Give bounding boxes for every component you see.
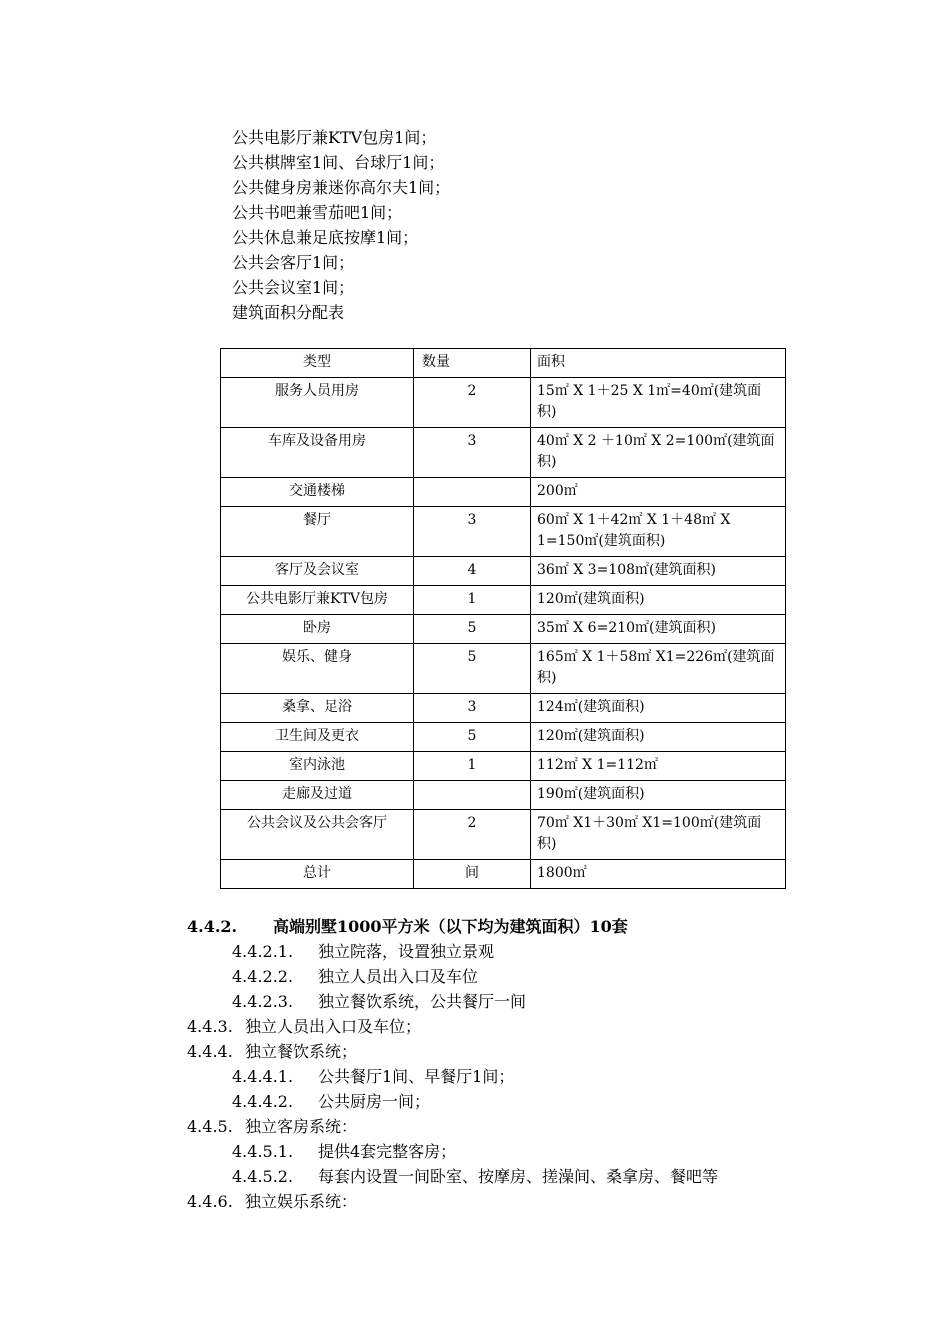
- cell-type: 走廊及过道: [221, 781, 414, 810]
- table-total-row: [221, 860, 786, 889]
- cell-type: 桑拿、足浴: [221, 694, 414, 723]
- header-area: 面积: [531, 349, 786, 378]
- table-row: [221, 644, 786, 694]
- table-row: [221, 615, 786, 644]
- list-item: [232, 1066, 514, 1088]
- table-row: [221, 810, 786, 860]
- cell-type: 客厅及会议室: [221, 557, 414, 586]
- table-row: [221, 586, 786, 615]
- item-number: 4.4.4.2.: [232, 1092, 294, 1111]
- cell-area: 70㎡ X1＋30㎡ X1=100㎡(建筑面积): [531, 810, 786, 860]
- cell-qty: 3: [414, 428, 531, 478]
- table-row: [221, 428, 786, 478]
- item-text: 每套内设置一间卧室、按摩房、搓澡间、桑拿房、餐吧等: [318, 1167, 719, 1186]
- cell-area: 15㎡ X 1＋25 X 1㎡=40㎡(建筑面积): [531, 378, 786, 428]
- cell-qty: 4: [414, 557, 531, 586]
- cell-qty: 3: [414, 694, 531, 723]
- table-row: [221, 694, 786, 723]
- item-text: 独立餐饮系统，公共餐厅一间: [318, 992, 527, 1011]
- cell-qty: 2: [414, 810, 531, 860]
- list-item: [232, 966, 478, 988]
- cell-qty: 2: [414, 378, 531, 428]
- header-qty: 数量: [414, 349, 531, 378]
- cell-type: 服务人员用房: [221, 378, 414, 428]
- cell-qty: 5: [414, 723, 531, 752]
- table-row: [221, 507, 786, 557]
- cell-area: 200㎡: [531, 478, 786, 507]
- intro-line: 公共棋牌室1间、台球厅1间；: [232, 153, 445, 172]
- item-number: 4.4.6.: [187, 1192, 233, 1211]
- section-heading-number: 4.4.2.: [187, 917, 238, 936]
- intro-line: 公共电影厅兼KTV包房1间；: [232, 128, 437, 147]
- item-text: 独立院落，设置独立景观: [318, 942, 495, 961]
- intro-line: 公共会客厅1间；: [232, 253, 355, 272]
- section-heading: [187, 916, 628, 938]
- cell-area: 35㎡ X 6=210㎡(建筑面积): [531, 615, 786, 644]
- item-number: 4.4.2.1.: [232, 942, 294, 961]
- cell-type: 车库及设备用房: [221, 428, 414, 478]
- cell-area: 120㎡(建筑面积): [531, 586, 786, 615]
- section-heading-text: 高端别墅1000平方米（以下均为建筑面积）10套: [273, 917, 628, 936]
- item-number: 4.4.3.: [187, 1017, 233, 1036]
- table-row: [221, 557, 786, 586]
- area-allocation-table: [220, 348, 786, 889]
- item-text: 独立客房系统：: [245, 1117, 358, 1136]
- cell-qty: 1: [414, 752, 531, 781]
- table-row: [221, 378, 786, 428]
- cell-qty: 5: [414, 644, 531, 694]
- cell-type: 总计: [221, 860, 414, 889]
- cell-area: 120㎡(建筑面积): [531, 723, 786, 752]
- cell-type: 餐厅: [221, 507, 414, 557]
- table-row: [221, 723, 786, 752]
- item-number: 4.4.5.1.: [232, 1142, 294, 1161]
- item-text: 独立人员出入口及车位；: [245, 1017, 422, 1036]
- cell-type: 娱乐、健身: [221, 644, 414, 694]
- list-item: [232, 1166, 718, 1188]
- list-item: [187, 1116, 357, 1138]
- list-item: [232, 991, 526, 1013]
- list-item: [187, 1016, 421, 1038]
- header-type: 类型: [221, 349, 414, 378]
- cell-type: 卧房: [221, 615, 414, 644]
- cell-area: 40㎡ X 2 ＋10㎡ X 2=100㎡(建筑面积): [531, 428, 786, 478]
- item-text: 独立娱乐系统：: [245, 1192, 358, 1211]
- list-item: [232, 1141, 456, 1163]
- intro-line: 公共书吧兼雪茄吧1间；: [232, 203, 403, 222]
- item-text: 公共厨房一间；: [318, 1092, 431, 1111]
- cell-area: 165㎡ X 1＋58㎡ X1=226㎡(建筑面积): [531, 644, 786, 694]
- cell-qty: [414, 478, 531, 507]
- cell-qty: 3: [414, 507, 531, 557]
- item-number: 4.4.4.1.: [232, 1067, 294, 1086]
- cell-qty: 5: [414, 615, 531, 644]
- table-caption: 建筑面积分配表: [232, 303, 345, 322]
- table-row: [221, 478, 786, 507]
- cell-type: 公共会议及公共会客厅: [221, 810, 414, 860]
- cell-area: 112㎡ X 1=112㎡: [531, 752, 786, 781]
- cell-area: 190㎡(建筑面积): [531, 781, 786, 810]
- cell-area: 124㎡(建筑面积): [531, 694, 786, 723]
- item-number: 4.4.2.3.: [232, 992, 294, 1011]
- cell-type: 交通楼梯: [221, 478, 414, 507]
- cell-area: 1800㎡: [531, 860, 786, 889]
- list-item: [232, 941, 494, 963]
- table-row: [221, 781, 786, 810]
- cell-area: 60㎡ X 1＋42㎡ X 1＋48㎡ X 1=150㎡(建筑面积): [531, 507, 786, 557]
- item-number: 4.4.4.: [187, 1042, 233, 1061]
- item-number: 4.4.2.2.: [232, 967, 294, 986]
- item-text: 公共餐厅1间、早餐厅1间；: [318, 1067, 515, 1086]
- list-item: [187, 1041, 357, 1063]
- list-item: [187, 1191, 357, 1213]
- cell-area: 36㎡ X 3=108㎡(建筑面积): [531, 557, 786, 586]
- item-text: 独立人员出入口及车位: [318, 967, 479, 986]
- intro-line: 公共会议室1间；: [232, 278, 355, 297]
- cell-qty: 间: [414, 860, 531, 889]
- item-number: 4.4.5.: [187, 1117, 233, 1136]
- item-number: 4.4.5.2.: [232, 1167, 294, 1186]
- cell-type: 卫生间及更衣: [221, 723, 414, 752]
- cell-type: 公共电影厅兼KTV包房: [221, 586, 414, 615]
- cell-type: 室内泳池: [221, 752, 414, 781]
- item-text: 独立餐饮系统；: [245, 1042, 358, 1061]
- table-header-row: [221, 349, 786, 378]
- intro-line: 公共休息兼足底按摩1间；: [232, 228, 419, 247]
- cell-qty: 1: [414, 586, 531, 615]
- table-row: [221, 752, 786, 781]
- list-item: [232, 1091, 430, 1113]
- intro-line: 公共健身房兼迷你高尔夫1间；: [232, 178, 451, 197]
- item-text: 提供4套完整客房；: [318, 1142, 457, 1161]
- cell-qty: [414, 781, 531, 810]
